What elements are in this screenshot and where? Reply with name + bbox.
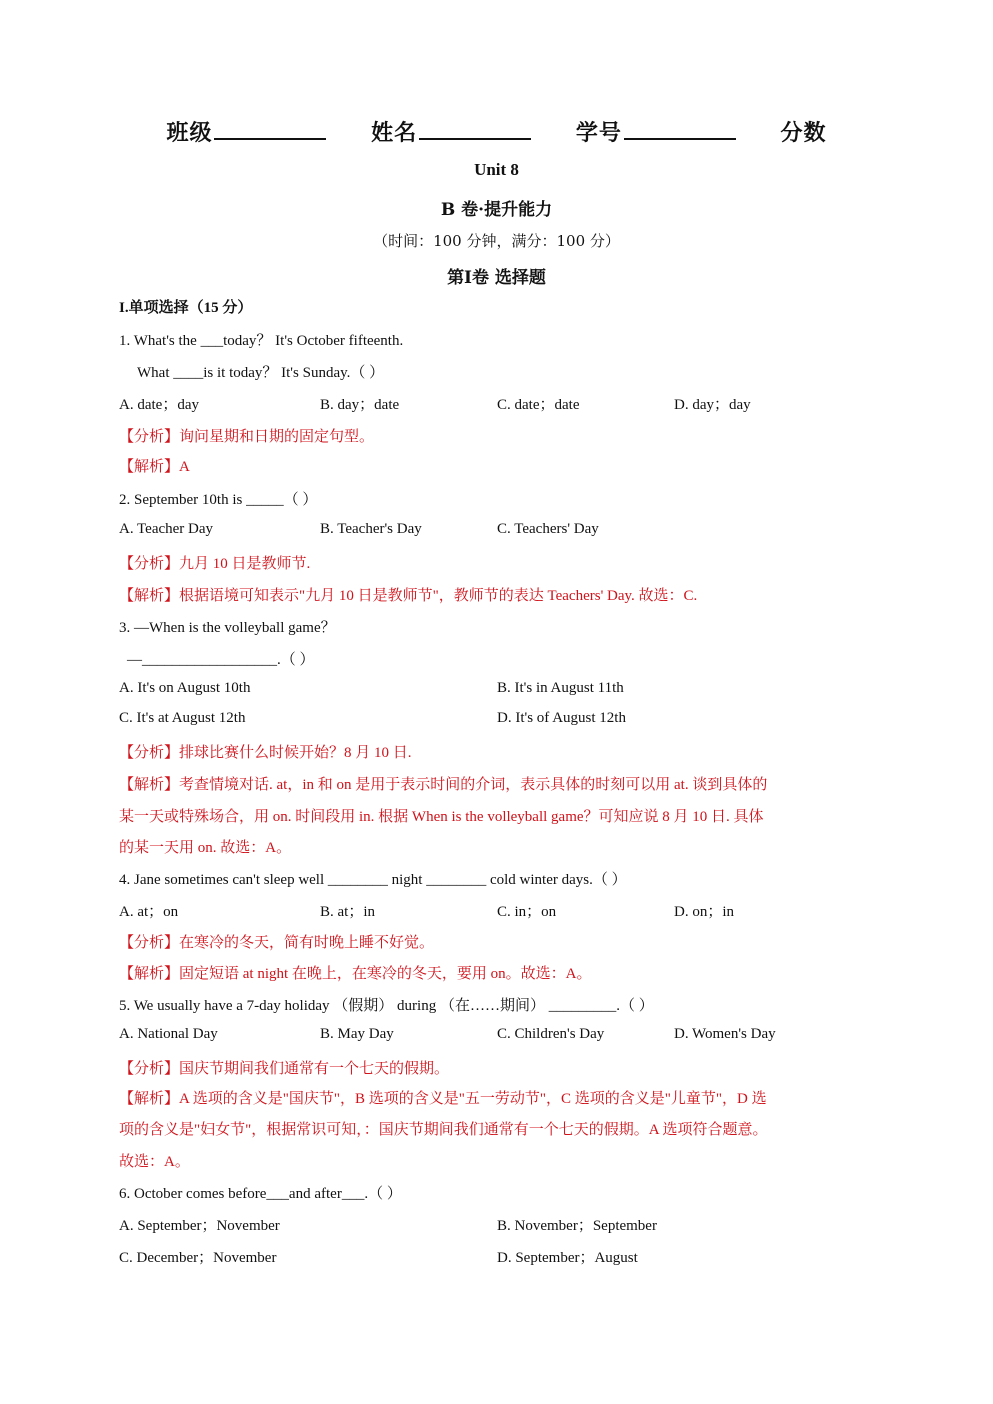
q5-option-d[interactable]: D. Women's Day <box>674 1026 776 1042</box>
q1-stem-2: What ____is it today？ It's Sunday.（ ） <box>137 365 385 381</box>
q3-stem-2: —__________________.（ ） <box>127 652 315 668</box>
number-field <box>576 116 736 147</box>
q5-stem: 5. We usually have a 7-day holiday （假期） during （在……期间） _________.（ ） <box>119 998 654 1014</box>
q1-option-d[interactable]: D. day；day <box>674 397 751 413</box>
section-title: I.单项选择（15 分） <box>119 300 253 316</box>
q1-option-a[interactable]: A. date；day <box>119 397 199 413</box>
q3-answer-line-3: 的某一天用 on. 故选：A。 <box>119 840 292 856</box>
paper-subtitle: B 卷·提升能力 <box>440 200 553 220</box>
q1-option-b[interactable]: B. day；date <box>320 397 400 413</box>
q4-option-b[interactable]: B. at；in <box>320 904 375 920</box>
score-label: 分数 <box>780 120 827 146</box>
q3-option-b[interactable]: B. It's in August 11th <box>497 680 624 696</box>
name-label: 姓名 <box>371 120 418 146</box>
name-blank[interactable] <box>419 118 531 140</box>
q1-analysis: 【分析】询问星期和日期的固定句型。 <box>119 429 375 445</box>
part-title: 第Ⅰ卷 选择题 <box>447 268 546 288</box>
q3-stem: 3. —When is the volleyball game？ <box>119 620 336 636</box>
q2-option-b[interactable]: B. Teacher's Day <box>320 521 422 537</box>
q2-option-c[interactable]: C. Teachers' Day <box>497 521 599 537</box>
q5-answer-line-1: 【解析】A 选项的含义是"国庆节"，B 选项的含义是"五一劳动节"，C 选项的含义是"儿童节"，D 选 <box>119 1091 767 1107</box>
q4-option-d[interactable]: D. on；in <box>674 904 735 920</box>
q3-answer-line-1: 【解析】考查情境对话. at，in 和 on 是用于表示时间的介词，表示具体的时刻可以用 at. 谈到具体的 <box>119 777 768 793</box>
number-label: 学号 <box>575 120 622 146</box>
q4-answer: 【解析】固定短语 at night 在晚上，在寒冷的冬天，要用 on。故选：A。 <box>119 966 592 982</box>
q1-stem: 1. What's the ___today？ It's October fifteenth. <box>119 333 404 349</box>
q4-option-a[interactable]: A. at；on <box>119 904 179 920</box>
q2-option-a[interactable]: A. Teacher Day <box>119 521 214 537</box>
student-info-header <box>0 116 993 147</box>
q5-answer-line-3: 故选：A。 <box>119 1154 190 1170</box>
number-blank[interactable] <box>624 118 736 140</box>
name-field <box>371 116 531 147</box>
q5-option-c[interactable]: C. Children's Day <box>497 1026 605 1042</box>
q2-answer: 【解析】根据语境可知表示"九月 10 日是教师节"，教师节的表达 Teachers' Day. 故选：C. <box>119 588 698 604</box>
q5-analysis: 【分析】国庆节期间我们通常有一个七天的假期。 <box>119 1061 450 1077</box>
q1-answer: 【解析】A <box>119 459 190 475</box>
q6-option-b[interactable]: B. November；September <box>497 1218 657 1234</box>
q6-option-a[interactable]: A. September；November <box>119 1218 280 1234</box>
q4-stem: 4. Jane sometimes can't sleep well ________ night ________ cold winter days.（ ） <box>119 872 627 888</box>
q2-analysis: 【分析】九月 10 日是教师节. <box>119 556 311 572</box>
q1-option-c[interactable]: C. date；date <box>497 397 580 413</box>
class-field <box>166 116 326 147</box>
q3-option-a[interactable]: A. It's on August 10th <box>119 680 251 696</box>
unit-title: Unit 8 <box>474 160 519 179</box>
q5-answer-line-2: 项的含义是"妇女节"，根据常识可知，：国庆节期间我们通常有一个七天的假期。A 选项符合题意。 <box>119 1122 768 1138</box>
q6-option-c[interactable]: C. December；November <box>119 1250 277 1266</box>
q4-analysis: 【分析】在寒冷的冬天，简有时晚上睡不好觉。 <box>119 935 435 951</box>
class-label: 班级 <box>166 120 213 146</box>
time-info: （时间：100 分钟，满分：100 分） <box>373 232 620 250</box>
q4-option-c[interactable]: C. in；on <box>497 904 557 920</box>
score-field <box>781 116 827 147</box>
q5-option-b[interactable]: B. May Day <box>320 1026 394 1042</box>
q2-stem: 2. September 10th is _____（ ） <box>119 492 318 508</box>
q6-option-d[interactable]: D. September；August <box>497 1250 638 1266</box>
q5-option-a[interactable]: A. National Day <box>119 1026 218 1042</box>
class-blank[interactable] <box>214 118 326 140</box>
q6-stem: 6. October comes before___and after___.（ ） <box>119 1186 402 1202</box>
q3-analysis: 【分析】排球比赛什么时候开始？8 月 10 日. <box>119 745 412 761</box>
q3-answer-line-2: 某一天或特殊场合，用 on. 时间段用 in. 根据 When is the volleyball game？可知应说 8 月 10 日. 具体 <box>119 809 764 825</box>
q3-option-c[interactable]: C. It's at August 12th <box>119 710 246 726</box>
q3-option-d[interactable]: D. It's of August 12th <box>497 710 626 726</box>
